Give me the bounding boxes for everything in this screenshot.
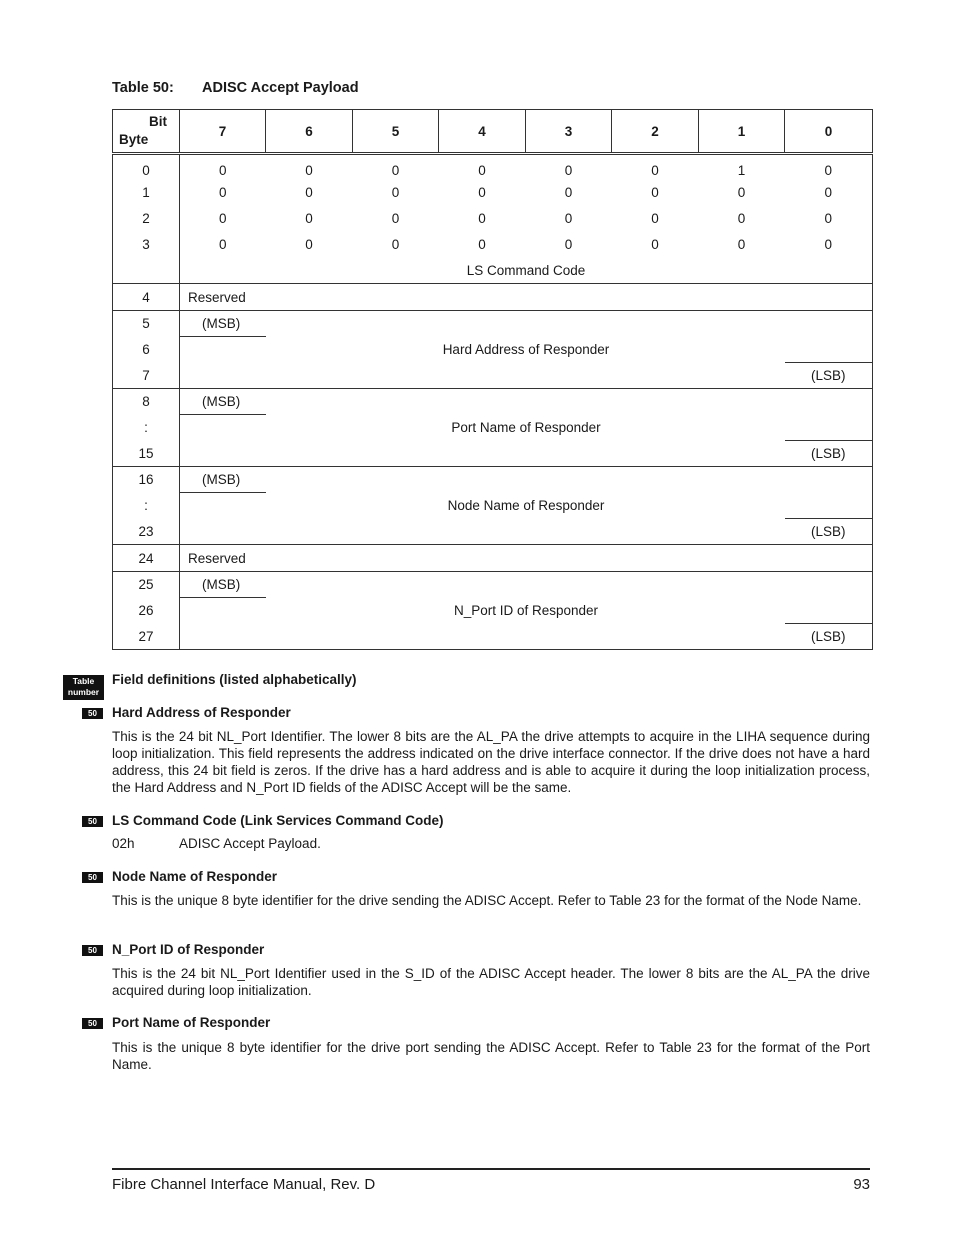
- bit-cell: 0: [391, 185, 400, 200]
- table-row: [113, 519, 873, 545]
- table-ref-badge: 50: [82, 945, 103, 956]
- table-row: [113, 545, 873, 572]
- table-row: [113, 389, 873, 415]
- bit-cell: 0: [651, 185, 659, 200]
- port-name-of-responder-label: Port Name of Responder: [180, 415, 873, 441]
- table-row: [113, 467, 873, 493]
- bit-header-2: 2: [612, 110, 699, 154]
- bit-cell: 0: [564, 237, 573, 252]
- hard-address-of-responder-label: Hard Address of Responder: [180, 337, 873, 363]
- table-row: [113, 624, 873, 650]
- bit-header-0: 0: [785, 110, 873, 154]
- table-row: [113, 154, 873, 180]
- field-desc-port-name: This is the unique 8 byte identifier for the drive port sending the ADISC Accept. Refer to Table 23 for the format of the Port Name.: [112, 1040, 870, 1072]
- bit-cell: 0: [651, 162, 659, 178]
- byte-cell: 1: [113, 180, 180, 206]
- bit-header-4: 4: [439, 110, 526, 154]
- bit-cell: 0: [785, 154, 873, 180]
- field-title-ls-command-code: LS Command Code (Link Services Command Code): [112, 813, 444, 828]
- code-value: 02h: [112, 836, 135, 851]
- field-title-nport-id: N_Port ID of Responder: [112, 942, 265, 957]
- field-title-port-name: Port Name of Responder: [112, 1015, 271, 1030]
- msb-label: (MSB): [180, 572, 266, 598]
- table-row: [113, 311, 873, 337]
- bit-cell: 0: [305, 211, 313, 226]
- bit-cell: 0: [218, 237, 227, 252]
- byte-cell: :: [113, 493, 180, 519]
- table-row: [113, 572, 873, 598]
- footer-divider: [112, 1168, 870, 1170]
- bit-label: Bit: [149, 114, 167, 129]
- reserved-field: Reserved: [180, 545, 873, 572]
- table-row: [113, 284, 873, 311]
- bit-cell: 0: [478, 211, 486, 226]
- table-ref-badge: 50: [82, 708, 103, 719]
- field-desc-node-name: This is the unique 8 byte identifier for the drive sending the ADISC Accept. Refer to Table 23 for the format of the Node Name.: [112, 893, 862, 908]
- byte-cell: 15: [113, 441, 180, 467]
- byte-cell: 25: [113, 572, 180, 598]
- byte-cell: 5: [113, 311, 180, 337]
- byte-cell: 27: [113, 624, 180, 650]
- badge-line-number: number: [67, 687, 100, 697]
- bit-cell: 1: [737, 162, 746, 178]
- bit-header-6: 6: [266, 110, 353, 154]
- field-definitions-heading: Field definitions (listed alphabetically): [112, 672, 357, 687]
- table-header-row: [113, 110, 873, 154]
- field-desc-hard-address: This is the 24 bit NL_Port Identifier. The lower 8 bits are the AL_PA the drive attempts to acquire in the LIHA sequence during loop initialization. This field represents the address indicated on the drive interface connector. If the drive does not have a hard address, this 24 bit field is zeros. If the drive has a hard address and is able to acquire it during the loop initialization process, the Hard Address and N_Port ID fields of the ADISC Accept will be the same.: [112, 729, 870, 795]
- byte-cell: 16: [113, 467, 180, 493]
- bit-cell: 0: [737, 185, 746, 200]
- table-caption-title: ADISC Accept Payload: [202, 80, 359, 96]
- bit-cell: 0: [478, 185, 486, 200]
- table-row: [113, 337, 873, 363]
- lsb-label: (LSB): [785, 624, 873, 650]
- msb-label: (MSB): [180, 467, 266, 493]
- bit-header-7: 7: [180, 110, 266, 154]
- bit-cell: 0: [737, 211, 746, 226]
- bit-cell: 0: [785, 206, 873, 232]
- bit-cell: 0: [218, 211, 227, 226]
- table-row: [113, 493, 873, 519]
- byte-cell: :: [113, 415, 180, 441]
- bit-cell: 0: [785, 232, 873, 258]
- byte-cell: 0: [113, 154, 180, 180]
- adisc-accept-payload-table: [112, 109, 873, 650]
- bit-cell: 0: [305, 162, 313, 178]
- bit-byte-header: [113, 110, 180, 154]
- reserved-field: Reserved: [180, 284, 873, 311]
- table-ref-badge: 50: [82, 872, 103, 883]
- table-row: [113, 363, 873, 389]
- table-row: [113, 598, 873, 624]
- lsb-label: (LSB): [785, 441, 873, 467]
- ls-command-code-value-row: [112, 836, 321, 851]
- bit-cell: 0: [218, 185, 227, 200]
- table-caption-number: Table 50:: [112, 80, 174, 96]
- lsb-label: (LSB): [785, 363, 873, 389]
- bit-cell: 0: [305, 185, 313, 200]
- field-title-node-name: Node Name of Responder: [112, 869, 278, 884]
- msb-label: (MSB): [180, 389, 266, 415]
- table-ref-badge: 50: [82, 816, 103, 827]
- field-title-hard-address: Hard Address of Responder: [112, 705, 291, 720]
- byte-cell: 23: [113, 519, 180, 545]
- bit-cell: 0: [478, 162, 486, 178]
- bit-cell: 0: [737, 237, 746, 252]
- nport-id-of-responder-label: N_Port ID of Responder: [180, 598, 873, 624]
- bit-cell: 0: [564, 162, 573, 178]
- bit-cell: 0: [218, 162, 227, 178]
- table-row: [113, 415, 873, 441]
- footer-page-number: 93: [853, 1176, 870, 1193]
- code-description: ADISC Accept Payload.: [179, 836, 321, 851]
- bit-cell: 0: [564, 211, 573, 226]
- byte-cell: 4: [113, 284, 180, 311]
- bit-cell: 0: [391, 162, 400, 178]
- table-row: [113, 232, 873, 258]
- byte-cell: 2: [113, 206, 180, 232]
- table-ref-badge: 50: [82, 1018, 103, 1029]
- bit-cell: 0: [651, 211, 659, 226]
- table-row: [113, 441, 873, 467]
- table-number-badge: [63, 675, 104, 700]
- footer-manual-title: Fibre Channel Interface Manual, Rev. D: [112, 1176, 376, 1193]
- bit-cell: 0: [391, 237, 400, 252]
- bit-cell: 0: [305, 237, 313, 252]
- bit-cell: 0: [478, 237, 486, 252]
- bit-header-5: 5: [353, 110, 439, 154]
- node-name-of-responder-label: Node Name of Responder: [180, 493, 873, 519]
- table-row: [113, 258, 873, 284]
- lsb-label: (LSB): [785, 519, 873, 545]
- bit-cell: 0: [564, 185, 573, 200]
- bit-cell: 0: [785, 180, 873, 206]
- byte-cell: 24: [113, 545, 180, 572]
- byte-cell: 6: [113, 337, 180, 363]
- badge-line-table: Table: [72, 676, 95, 686]
- bit-cell: 0: [651, 237, 659, 252]
- bit-header-1: 1: [699, 110, 785, 154]
- msb-label: (MSB): [180, 311, 266, 337]
- bit-cell: 0: [391, 211, 400, 226]
- table-caption: [112, 80, 359, 96]
- byte-cell: 8: [113, 389, 180, 415]
- table-row: [113, 180, 873, 206]
- byte-label: Byte: [119, 132, 149, 147]
- byte-cell: 3: [113, 232, 180, 258]
- byte-cell: 26: [113, 598, 180, 624]
- ls-command-code-label: LS Command Code: [180, 258, 873, 284]
- bit-header-3: 3: [526, 110, 612, 154]
- table-row: [113, 206, 873, 232]
- byte-cell: 7: [113, 363, 180, 389]
- field-desc-nport-id: This is the 24 bit NL_Port Identifier used in the S_ID of the ADISC Accept header. The lower 8 bits are the AL_PA the drive acquired during loop initialization.: [112, 966, 870, 998]
